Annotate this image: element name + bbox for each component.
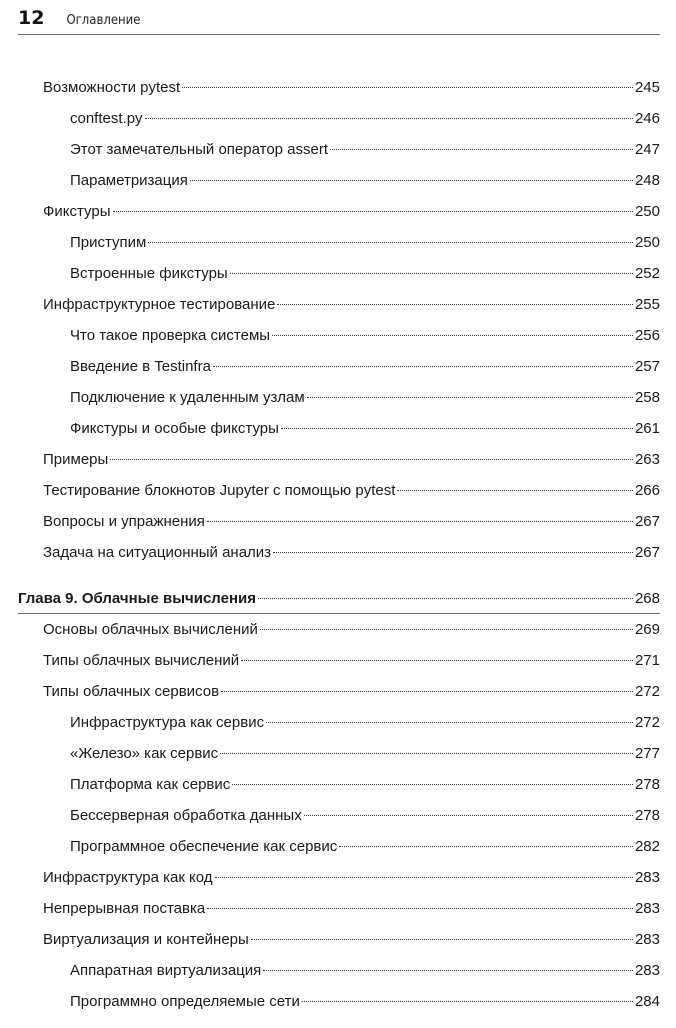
toc-entry[interactable] xyxy=(18,738,660,769)
toc-entry-page: 278 xyxy=(634,807,660,824)
dot-leader xyxy=(263,970,633,971)
toc-entry-title: Подключение к удаленным узлам xyxy=(70,389,305,406)
toc-entry-title: Типы облачных вычислений xyxy=(43,652,240,669)
toc-entry-page: 258 xyxy=(634,389,660,406)
toc-entry-page: 284 xyxy=(634,993,660,1010)
toc-entry-page: 256 xyxy=(634,327,660,344)
toc-entry-page: 252 xyxy=(634,265,660,282)
dot-leader xyxy=(273,552,633,553)
toc-entry-page: 283 xyxy=(634,931,660,948)
toc-entry[interactable] xyxy=(18,103,660,134)
toc-entry[interactable] xyxy=(18,614,660,645)
toc-entry[interactable] xyxy=(18,72,660,103)
toc-entry-page: 250 xyxy=(634,234,660,251)
toc-entry-page: 248 xyxy=(634,172,660,189)
toc-entry-page: 283 xyxy=(634,900,660,917)
toc-entry-title: Что такое проверка системы xyxy=(70,327,271,344)
page-header xyxy=(18,4,660,35)
dot-leader xyxy=(190,180,633,181)
toc-entry-title: Приступим xyxy=(70,234,147,251)
toc-entry-title: conftest.py xyxy=(70,110,143,127)
table-of-contents xyxy=(18,72,660,1017)
toc-entry[interactable] xyxy=(18,444,660,475)
toc-entry-title: Введение в Testinfra xyxy=(70,358,211,375)
toc-entry-page: 283 xyxy=(634,962,660,979)
dot-leader xyxy=(397,490,633,491)
toc-entry-page: 257 xyxy=(634,358,660,375)
toc-entry-page: 245 xyxy=(634,79,660,96)
toc-entry-title: Бессерверная обработка данных xyxy=(70,807,302,824)
toc-entry[interactable] xyxy=(18,924,660,955)
toc-entry-title: Платформа как сервис xyxy=(70,776,231,793)
toc-entry[interactable] xyxy=(18,196,660,227)
toc-entry-page: 272 xyxy=(634,714,660,731)
dot-leader xyxy=(207,908,633,909)
toc-entry[interactable] xyxy=(18,506,660,537)
toc-entry-title: «Железо» как сервис xyxy=(70,745,219,762)
toc-entry[interactable] xyxy=(18,707,660,738)
dot-leader xyxy=(258,598,633,599)
dot-leader xyxy=(148,242,633,243)
dot-leader xyxy=(281,428,633,429)
dot-leader xyxy=(215,877,633,878)
dot-leader xyxy=(207,521,633,522)
toc-entry-page: 267 xyxy=(634,513,660,530)
toc-entry-page: 247 xyxy=(634,141,660,158)
toc-entry-page: 267 xyxy=(634,544,660,561)
toc-entry[interactable] xyxy=(18,258,660,289)
toc-entry-title: Фикстуры и особые фикстуры xyxy=(70,420,279,437)
dot-leader xyxy=(145,118,633,119)
dot-leader xyxy=(213,366,633,367)
dot-leader xyxy=(230,273,633,274)
toc-entry-page: 277 xyxy=(634,745,660,762)
toc-entry-title: Этот замечательный оператор assert xyxy=(70,141,329,158)
toc-entry[interactable] xyxy=(18,769,660,800)
toc-entry-title: Инфраструктура как сервис xyxy=(70,714,265,731)
toc-entry-page: 272 xyxy=(634,683,660,700)
toc-entry-title: Параметризация xyxy=(70,172,188,189)
toc-entry[interactable] xyxy=(18,800,660,831)
toc-entry-title: Тестирование блокнотов Jupyter с помощью pytest xyxy=(43,482,396,499)
dot-leader xyxy=(251,939,633,940)
dot-leader xyxy=(220,753,633,754)
toc-entry-title: Возможности pytest xyxy=(43,79,181,96)
toc-entry[interactable] xyxy=(18,475,660,506)
dot-leader xyxy=(272,335,633,336)
toc-entry[interactable] xyxy=(18,986,660,1017)
toc-entry-title: Программное обеспечение как сервис xyxy=(70,838,338,855)
toc-entry[interactable] xyxy=(18,676,660,707)
toc-entry-title: Основы облачных вычислений xyxy=(43,621,258,638)
toc-entry-page: 250 xyxy=(634,203,660,220)
toc-entry-title: Инфраструктурное тестирование xyxy=(43,296,276,313)
toc-entry[interactable] xyxy=(18,227,660,258)
toc-entry[interactable] xyxy=(18,165,660,196)
toc-entry-title: Глава 9. Облачные вычисления xyxy=(18,590,256,607)
toc-entry-title: Виртуализация и контейнеры xyxy=(43,931,249,948)
dot-leader xyxy=(113,211,633,212)
toc-entry-page: 269 xyxy=(634,621,660,638)
toc-entry[interactable] xyxy=(18,413,660,444)
dot-leader xyxy=(110,459,633,460)
toc-entry-title: Программно определяемые сети xyxy=(70,993,300,1010)
toc-entry-page: 263 xyxy=(634,451,660,468)
dot-leader xyxy=(182,87,633,88)
toc-entry[interactable] xyxy=(18,955,660,986)
dot-leader xyxy=(307,397,633,398)
running-title: Оглавление xyxy=(66,13,141,28)
dot-leader xyxy=(304,815,633,816)
toc-entry-title: Задача на ситуационный анализ xyxy=(43,544,272,561)
dot-leader xyxy=(232,784,633,785)
toc-entry[interactable] xyxy=(18,351,660,382)
dot-leader xyxy=(330,149,633,150)
toc-entry[interactable] xyxy=(18,893,660,924)
page-number: 12 xyxy=(18,7,45,29)
toc-entry-title: Непрерывная поставка xyxy=(43,900,206,917)
toc-entry-title: Вопросы и упражнения xyxy=(43,513,205,530)
toc-entry-title: Фикстуры xyxy=(43,203,111,220)
toc-entry[interactable] xyxy=(18,645,660,676)
toc-entry[interactable] xyxy=(18,382,660,413)
toc-chapter-entry[interactable] xyxy=(18,583,660,614)
toc-entry-page: 261 xyxy=(634,420,660,437)
dot-leader xyxy=(266,722,633,723)
dot-leader xyxy=(221,691,633,692)
toc-entry-page: 268 xyxy=(634,590,660,607)
dot-leader xyxy=(241,660,633,661)
toc-entry-title: Аппаратная виртуализация xyxy=(70,962,262,979)
toc-entry-page: 282 xyxy=(634,838,660,855)
dot-leader xyxy=(339,846,633,847)
toc-entry-title: Встроенные фикстуры xyxy=(70,265,228,282)
toc-entry[interactable] xyxy=(18,134,660,165)
toc-entry-title: Инфраструктура как код xyxy=(43,869,213,886)
toc-entry[interactable] xyxy=(18,320,660,351)
toc-entry-title: Типы облачных сервисов xyxy=(43,683,220,700)
toc-entry-page: 278 xyxy=(634,776,660,793)
dot-leader xyxy=(277,304,633,305)
toc-entry-page: 246 xyxy=(634,110,660,127)
toc-entry[interactable] xyxy=(18,862,660,893)
toc-entry-page: 266 xyxy=(634,482,660,499)
dot-leader xyxy=(302,1001,633,1002)
toc-entry-page: 255 xyxy=(634,296,660,313)
toc-entry[interactable] xyxy=(18,537,660,568)
toc-entry-page: 283 xyxy=(634,869,660,886)
toc-entry[interactable] xyxy=(18,289,660,320)
toc-entry-title: Примеры xyxy=(43,451,109,468)
toc-entry[interactable] xyxy=(18,831,660,862)
dot-leader xyxy=(260,629,633,630)
toc-entry-page: 271 xyxy=(634,652,660,669)
